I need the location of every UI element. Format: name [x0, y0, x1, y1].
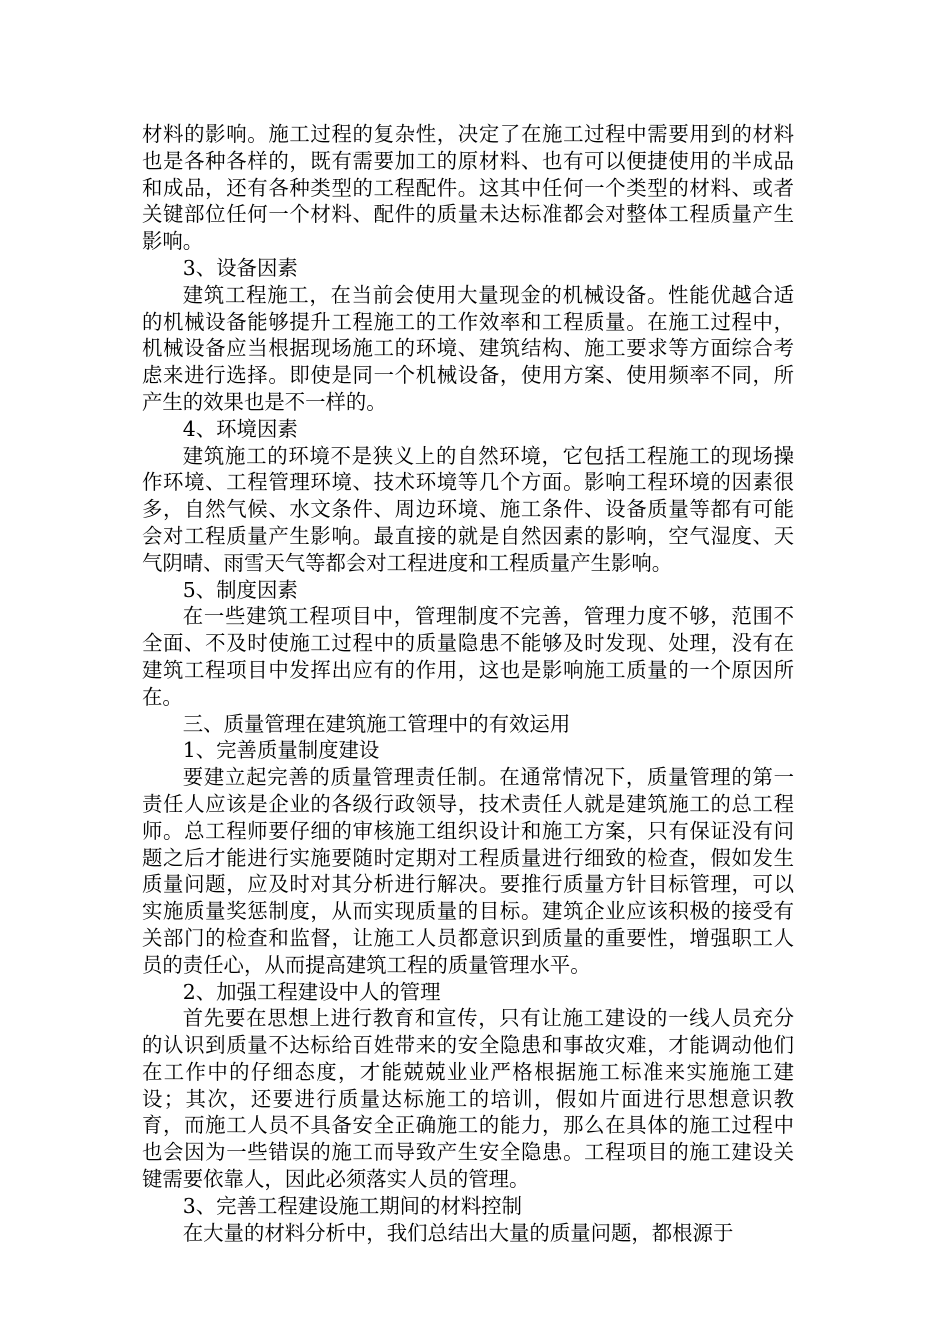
- document-body: [142, 121, 794, 1246]
- section-heading: 4、环境因素: [182, 416, 298, 441]
- body-paragraph: 建筑施工的环境不是狭义上的自然环境，它包括工程施工的现场操作环境、工程管理环境、技术环境等几个方面。影响工程环境的因素很多，自然气候、水文条件、周边环境、施工条件、设备质量等都有可能会对工程质量产生影响。最直接的就是自然因素的影响，空气湿度、天气阴晴、雨雪天气等都会对工程进度和工程质量产生影响。: [142, 443, 794, 575]
- body-paragraph: 要建立起完善的质量管理责任制。在通常情况下，质量管理的第一责任人应该是企业的各级行政领导，技术责任人就是建筑施工的总工程师。总工程师要仔细的审核施工组织设计和施工方案，只有保证没有问题之后才能进行实施要随时定期对工程质量进行细致的检查，假如发生质量问题，应及时对其分析进行解决。要推行质量方针目标管理，可以实施质量奖惩制度，从而实现质量的目标。建筑企业应该积极的接受有关部门的检查和监督，让施工人员都意识到质量的重要性，增强职工人员的责任心，从而提高建筑工程的质量管理水平。: [142, 765, 794, 977]
- section-heading: 3、完善工程建设施工期间的材料控制: [182, 1193, 523, 1218]
- section-heading: 3、设备因素: [182, 255, 298, 280]
- chapter-heading: 三、质量管理在建筑施工管理中的有效运用: [182, 711, 571, 736]
- section-heading: 5、制度因素: [182, 577, 298, 602]
- section-heading: 1、完善质量制度建设: [182, 738, 380, 763]
- body-paragraph: 在一些建筑工程项目中，管理制度不完善，管理力度不够，范围不全面、不及时使施工过程中的质量隐患不能够及时发现、处理，没有在建筑工程项目中发挥出应有的作用，这也是影响施工质量的一个原因所在。: [142, 604, 794, 709]
- body-paragraph: 首先要在思想上进行教育和宣传，只有让施工建设的一线人员充分的认识到质量不达标给百姓带来的安全隐患和事故灾难，才能调动他们在工作中的仔细态度，才能兢兢业业严格根据施工标准来实施施工建设；其次，还要进行质量达标施工的培训，假如片面进行思想意识教育，而施工人员不具备安全正确施工的能力，那么在具体的施工过程中也会因为一些错误的施工而导致产生安全隐患。工程项目的施工建设关键需要依靠人，因此必须落实人员的管理。: [142, 1006, 794, 1192]
- body-paragraph: 在大量的材料分析中，我们总结出大量的质量问题，都根源于: [182, 1220, 734, 1245]
- section-heading: 2、加强工程建设中人的管理: [182, 979, 441, 1004]
- body-paragraph: 材料的影响。施工过程的复杂性，决定了在施工过程中需要用到的材料也是各种各样的，既有需要加工的原材料、也有可以便捷使用的半成品和成品，还有各种类型的工程配件。这其中任何一个类型的材料、或者关键部位任何一个材料、配件的质量未达标准都会对整体工程质量产生影响。: [142, 122, 794, 254]
- body-paragraph: 建筑工程施工，在当前会使用大量现金的机械设备。性能优越合适的机械设备能够提升工程施工的工作效率和工程质量。在施工过程中，机械设备应当根据现场施工的环境、建筑结构、施工要求等方面综合考虑来进行选择。即使是同一个机械设备，使用方案、使用频率不同，所产生的效果也是不一样的。: [142, 282, 794, 414]
